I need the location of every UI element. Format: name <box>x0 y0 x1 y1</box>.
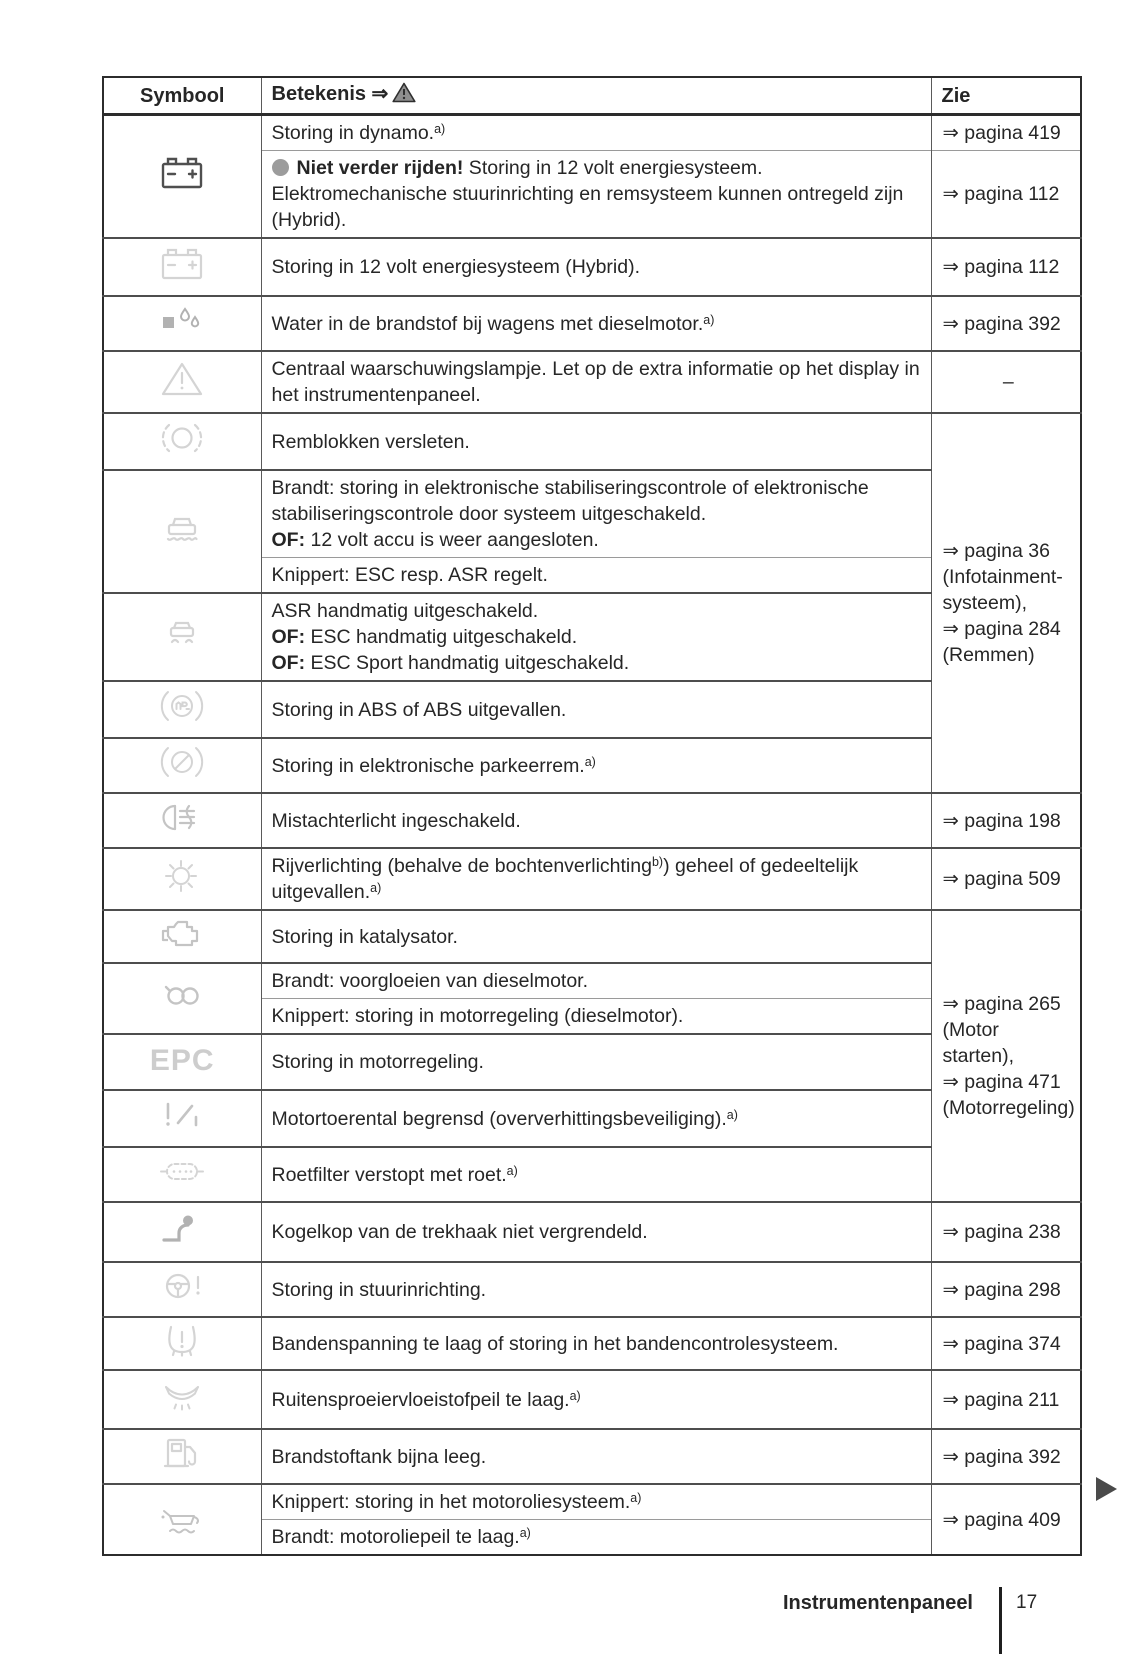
header-symbol: Symbool <box>103 77 261 115</box>
symbol-cell-rear-fog <box>103 793 261 848</box>
see-cell: ⇒ pagina 374 <box>931 1317 1081 1370</box>
symbol-cell-steering <box>103 1262 261 1317</box>
steering-warning-icon <box>158 1266 206 1313</box>
table-row <box>103 296 1081 351</box>
see-cell-engine-group: ⇒ pagina 265 (Motor starten), ⇒ pagina 471 (Motorregeling) <box>931 910 1081 1202</box>
table-row <box>103 1429 1081 1484</box>
symbol-cell-battery-hybrid <box>103 238 261 296</box>
table-row <box>103 413 1081 470</box>
see-cell: – <box>931 351 1081 413</box>
rear-fog-light-icon <box>158 797 206 844</box>
meaning-cell: Storing in 12 volt energiesysteem (Hybrid). <box>261 238 931 296</box>
meaning-cell: Storing in elektronische parkeerrem.$^{a)}$ <box>261 738 931 793</box>
fuel-level-icon <box>158 1433 206 1480</box>
diesel-particulate-filter-icon <box>158 1151 206 1198</box>
meaning-cell: Storing in katalysator. <box>261 910 931 963</box>
water-in-fuel-icon <box>158 300 206 347</box>
meaning-cell: Centraal waarschuwingslampje. Let op de extra informatie op het display in het instrumentenpaneel. <box>261 351 931 413</box>
footer-page-number: 17 <box>1016 1592 1038 1613</box>
see-cell: ⇒ pagina 392 <box>931 1429 1081 1484</box>
meaning-text: Niet verder rijden! Storing in 12 volt energiesysteem. Elektromechanische stuurinrichting en remsysteem kunnen ontregeld zijn (Hybrid). <box>271 157 904 231</box>
meaning-cell: Knippert: storing in motorregeling (dieselmotor). <box>261 999 931 1035</box>
driving-light-failure-icon <box>158 856 206 903</box>
symbol-cell-parking-brake <box>103 738 261 793</box>
table-row <box>103 848 1081 910</box>
symbol-cell-light-failure <box>103 848 261 910</box>
symbol-cell-central-warning <box>103 351 261 413</box>
symbol-cell-battery <box>103 115 261 239</box>
central-warning-triangle-icon <box>158 359 206 406</box>
asr-esc-off-icon <box>158 614 206 661</box>
table-row <box>103 1262 1081 1317</box>
table-row <box>103 793 1081 848</box>
symbol-cell-epc <box>103 1034 261 1090</box>
symbol-cell-engine <box>103 910 261 963</box>
meaning-cell: Brandt: voorgloeien van dieselmotor. <box>261 963 931 999</box>
tyre-pressure-icon <box>158 1320 206 1367</box>
meaning-cell: Bandenspanning te laag of storing in het bandencontrolesysteem. <box>261 1317 931 1370</box>
see-cell: ⇒ pagina 198 <box>931 793 1081 848</box>
meaning-cell: Knippert: storing in het motoroliesysteem.$^{a)}$ <box>261 1484 931 1520</box>
battery-icon <box>158 153 206 200</box>
header-meaning <box>261 77 931 115</box>
meaning-cell: Brandt: storing in elektronische stabiliseringscontrole of elektronische stabiliseringscontrole door systeem uitgeschakeld. OF: 12 volt accu is weer aangesloten. <box>261 470 931 558</box>
symbol-cell-glow-plug <box>103 963 261 1034</box>
see-cell: ⇒ pagina 392 <box>931 296 1081 351</box>
meaning-cell: Kogelkop van de trekhaak niet vergrendeld. <box>261 1202 931 1262</box>
epc-symbol: EPC <box>149 1043 215 1077</box>
meaning-cell <box>261 151 931 239</box>
table-row <box>103 115 1081 151</box>
towbar-coupling-icon <box>158 1209 206 1256</box>
symbol-cell-brake-pads <box>103 413 261 470</box>
meaning-cell: Storing in ABS of ABS uitgevallen. <box>261 681 931 738</box>
symbol-cell-tyre-pressure <box>103 1317 261 1370</box>
meaning-cell: Storing in motorregeling. <box>261 1034 931 1090</box>
table-row <box>103 1484 1081 1520</box>
glow-plug-icon <box>158 975 206 1022</box>
warning-triangle-icon <box>392 82 416 110</box>
table-row <box>103 1317 1081 1370</box>
electronic-parking-brake-icon <box>158 742 206 789</box>
symbol-cell-towbar <box>103 1202 261 1262</box>
see-cell: ⇒ pagina 112 <box>931 238 1081 296</box>
warning-symbols-table <box>102 76 1082 1556</box>
meaning-cell: Storing in dynamo.$^{a)}$ <box>261 115 931 151</box>
see-cell-oil-group: ⇒ pagina 409 <box>931 1484 1081 1555</box>
engine-speed-limited-icon <box>158 1095 206 1142</box>
symbol-cell-fuel <box>103 1429 261 1484</box>
battery-hybrid-icon <box>158 244 206 291</box>
continuation-arrow-icon <box>1096 1477 1117 1501</box>
engine-oil-icon <box>158 1496 206 1543</box>
see-cell: ⇒ pagina 419 <box>931 115 1081 151</box>
meaning-cell: Ruitensproeiervloeistofpeil te laag.$^{a)}$ <box>261 1370 931 1429</box>
meaning-cell: Water in de brandstof bij wagens met dieselmotor.$^{a)}$ <box>261 296 931 351</box>
symbol-cell-asr-off <box>103 593 261 681</box>
esc-warning-icon <box>158 508 206 555</box>
meaning-cell: Motortoerental begrensd (oververhittingsbeveiliging).$^{a)}$ <box>261 1090 931 1147</box>
footer-divider <box>999 1587 1002 1654</box>
abs-icon <box>158 686 206 733</box>
meaning-cell: Mistachterlicht ingeschakeld. <box>261 793 931 848</box>
stop-icon <box>272 159 289 176</box>
meaning-cell: ASR handmatig uitgeschakeld. OF: ESC handmatig uitgeschakeld. OF: ESC Sport handmatig uitgeschakeld. <box>261 593 931 681</box>
symbol-cell-abs <box>103 681 261 738</box>
check-engine-icon <box>158 913 206 960</box>
see-cell: ⇒ pagina 509 <box>931 848 1081 910</box>
table-row <box>103 1202 1081 1262</box>
table-row <box>103 910 1081 963</box>
meaning-cell: Knippert: ESC resp. ASR regelt. <box>261 558 931 594</box>
symbol-cell-esc <box>103 470 261 593</box>
washer-fluid-icon <box>158 1376 206 1423</box>
meaning-cell: Roetfilter verstopt met roet.$^{a)}$ <box>261 1147 931 1202</box>
table-row <box>103 238 1081 296</box>
symbol-cell-washer-fluid <box>103 1370 261 1429</box>
meaning-cell: Rijverlichting (behalve de bochtenverlichting$^{b)}$) geheel of gedeeltelijk uitgevallen.$^{a)}$ <box>261 848 931 910</box>
symbol-cell-water-in-fuel <box>103 296 261 351</box>
meaning-cell: Brandstoftank bijna leeg. <box>261 1429 931 1484</box>
header-see: Zie <box>931 77 1081 115</box>
see-cell: ⇒ pagina 112 <box>931 151 1081 239</box>
table-row <box>103 351 1081 413</box>
meaning-cell: Storing in stuurinrichting. <box>261 1262 931 1317</box>
symbol-cell-oil <box>103 1484 261 1555</box>
see-cell: ⇒ pagina 211 <box>931 1370 1081 1429</box>
header-meaning-label: Betekenis ⇒ <box>271 83 389 105</box>
see-cell: ⇒ pagina 298 <box>931 1262 1081 1317</box>
meaning-cell: Remblokken versleten. <box>261 413 931 470</box>
see-cell: ⇒ pagina 238 <box>931 1202 1081 1262</box>
footer-section-title: Instrumentenpaneel <box>782 1592 973 1614</box>
table-header-row <box>103 77 1081 115</box>
see-cell-brakes-group: ⇒ pagina 36 (Infotainment-systeem), ⇒ pagina 284 (Remmen) <box>931 413 1081 793</box>
symbol-cell-rpm-limit <box>103 1090 261 1147</box>
brake-pads-icon <box>158 418 206 465</box>
symbol-cell-particulate-filter <box>103 1147 261 1202</box>
meaning-cell: Brandt: motoroliepeil te laag.$^{a)}$ <box>261 1520 931 1556</box>
table-row <box>103 1370 1081 1429</box>
